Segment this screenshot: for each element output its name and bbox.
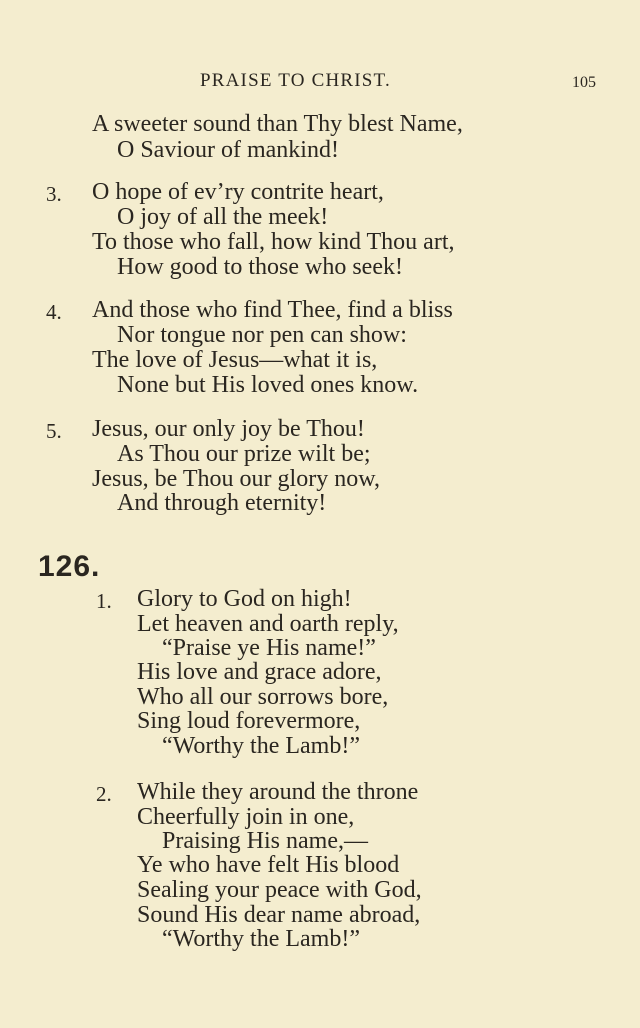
verse-line: “Worthy the Lamb!”	[162, 733, 360, 759]
running-header-title: PRAISE TO CHRIST.	[200, 70, 391, 91]
verse-line: Glory to God on high!	[137, 586, 352, 612]
verse-line: Let heaven and oarth reply,	[137, 611, 399, 637]
verse-line: Praising His name,—	[162, 828, 368, 854]
verse-line: The love of Jesus—what it is,	[92, 347, 378, 373]
verse-line: Jesus, our only joy be Thou!	[92, 416, 365, 442]
stanza-number: 4.	[46, 300, 62, 324]
hymn-number: 126.	[38, 550, 101, 583]
verse-line: A sweeter sound than Thy blest Name,	[92, 111, 463, 137]
stanza-number: 3.	[46, 182, 62, 206]
verse-line: How good to those who seek!	[117, 254, 403, 280]
verse-line: Ye who have felt His blood	[137, 852, 400, 878]
verse-line: Jesus, be Thou our glory now,	[92, 466, 380, 492]
verse-line: Nor tongue nor pen can show:	[117, 322, 407, 348]
stanza-number: 2.	[96, 782, 112, 806]
verse-line: His love and grace adore,	[137, 659, 382, 685]
verse-line: Sound His dear name abroad,	[137, 902, 421, 928]
verse-line: “Praise ye His name!”	[162, 635, 376, 661]
verse-line: Sing loud forevermore,	[137, 708, 361, 734]
verse-line: Cheerfully join in one,	[137, 804, 355, 830]
verse-line: Sealing your peace with God,	[137, 877, 422, 903]
verse-line: O Saviour of mankind!	[117, 137, 339, 163]
verse-line: None but His loved ones know.	[117, 372, 419, 398]
verse-line: To those who fall, how kind Thou art,	[92, 229, 455, 255]
verse-line: And those who find Thee, find a bliss	[92, 297, 453, 323]
verse-line: “Worthy the Lamb!”	[162, 926, 360, 952]
verse-line: O hope of ev’ry contrite heart,	[92, 179, 384, 205]
stanza-number: 1.	[96, 589, 112, 613]
verse-line: And through eternity!	[117, 490, 327, 516]
stanza-number: 5.	[46, 419, 62, 443]
page-number: 105	[572, 74, 596, 91]
verse-line: As Thou our prize wilt be;	[117, 441, 371, 467]
verse-line: While they around the throne	[137, 779, 419, 805]
verse-line: O joy of all the meek!	[117, 204, 329, 230]
verse-line: Who all our sorrows bore,	[137, 684, 389, 710]
